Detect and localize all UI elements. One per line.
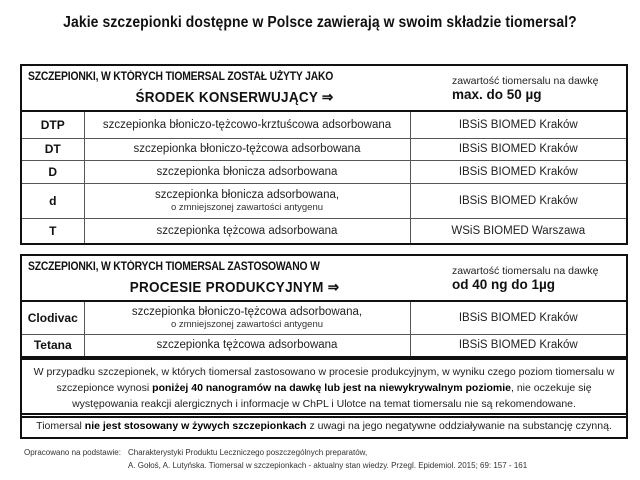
content-value: max. do 50 µg [452, 87, 542, 102]
vaccine-maker: IBSiS BIOMED Kraków [410, 138, 626, 160]
content-label: zawartość tiomersalu na dawkę [452, 75, 599, 87]
vaccine-code: DTP [22, 112, 84, 138]
table-row [22, 112, 626, 138]
info-note [20, 358, 628, 418]
vaccine-description: szczepionka błonicza adsorbowana [84, 160, 410, 183]
vaccine-code: D [22, 160, 84, 183]
source-item: A. Gołoś, A. Lutyńska. Tiomersal w szczepionkach - aktualny stan wiedzy. Przegl. Epidemiol. 2015; 69: 157 - 161 [128, 461, 528, 470]
note-line: W przypadku szczepionek, w których tiomersal zastosowano w procesie produkcyjnym, w wyniku czego poziom tiomersalu w [33, 366, 615, 378]
table-row [22, 334, 626, 356]
note-emphasis: nie jest stosowany w żywych szczepionkach [84, 420, 307, 432]
content-value: od 40 ng do 1µg [452, 277, 556, 292]
box-heading-line2: PROCESIE PRODUKCYJNYM ⇒ [129, 279, 340, 296]
vaccine-table [22, 112, 626, 243]
vaccine-description: szczepionka błonicza adsorbowana, o zmniejszonej zawartości antygenu [84, 183, 410, 218]
table-row [22, 138, 626, 160]
vaccine-subnote: o zmniejszonej zawartości antygenu [170, 318, 324, 330]
production-process-vaccines-box [20, 254, 628, 358]
box-header [22, 256, 626, 302]
table-row [22, 183, 626, 218]
vaccine-code: d [22, 183, 84, 218]
note-line: szczepionce wynosi poniżej 40 nanogramów na dawkę lub jest na niewykrywalnym poziomie, nie oczekuje się [56, 382, 592, 394]
vaccine-maker: IBSiS BIOMED Kraków [410, 334, 626, 356]
page-title: Jakie szczepionki dostępne w Polsce zawierają w swoim składzie tiomersal? [63, 14, 577, 31]
vaccine-description: szczepionka tężcowa adsorbowana [84, 218, 410, 243]
note-emphasis: poniżej 40 nanogramów na dawkę lub jest na niewykrywalnym poziomie [152, 382, 511, 394]
vaccine-code: Tetana [22, 334, 84, 356]
note-line: występowania reakcji alergicznych i informacje w ChPL i Ulotce na temat tiomersalu nie są rekomendowane. [72, 398, 576, 410]
table-row [22, 218, 626, 243]
content-label: zawartość tiomersalu na dawkę [452, 265, 599, 277]
sources-label: Opracowano na podstawie: [24, 448, 121, 457]
vaccine-description: szczepionka błoniczo-tężcowa adsorbowana [84, 138, 410, 160]
vaccine-maker: WSiS BIOMED Warszawa [410, 218, 626, 243]
vaccine-description: szczepionka błoniczo-tężcowo-krztuścowa adsorbowana [84, 112, 410, 138]
vaccine-subnote: o zmniejszonej zawartości antygenu [170, 201, 324, 213]
vaccine-code: DT [22, 138, 84, 160]
vaccine-code: Clodivac [22, 302, 84, 334]
table-row [22, 160, 626, 183]
vaccine-description: szczepionka tężcowa adsorbowana [84, 334, 410, 356]
box-heading-line1: SZCZEPIONKI, W KTÓRYCH TIOMERSAL ZOSTAŁ UŻYTY JAKO [28, 71, 334, 83]
box-heading-line1: SZCZEPIONKI, W KTÓRYCH TIOMERSAL ZASTOSOWANO W [28, 261, 320, 273]
live-vaccines-note: Tiomersal nie jest stosowany w żywych szczepionkach z uwagi na jego negatywne oddziaływanie na substancję czynną. [20, 413, 628, 439]
box-header [22, 66, 626, 112]
vaccine-description: szczepionka błoniczo-tężcowa adsorbowana, o zmniejszonej zawartości antygenu [84, 302, 410, 334]
vaccine-table [22, 302, 626, 356]
source-item: Charakterystyki Produktu Leczniczego poszczególnych preparatów, [128, 448, 368, 457]
vaccine-code: T [22, 218, 84, 243]
vaccine-maker: IBSiS BIOMED Kraków [458, 118, 578, 131]
vaccine-maker: IBSiS BIOMED Kraków [410, 160, 626, 183]
box-heading-line2: ŚRODEK KONSERWUJĄCY ⇒ [135, 89, 334, 106]
preservative-vaccines-box [20, 64, 628, 245]
table-row [22, 302, 626, 334]
vaccine-maker: IBSiS BIOMED Kraków [458, 311, 578, 324]
vaccine-maker: IBSiS BIOMED Kraków [410, 183, 626, 218]
